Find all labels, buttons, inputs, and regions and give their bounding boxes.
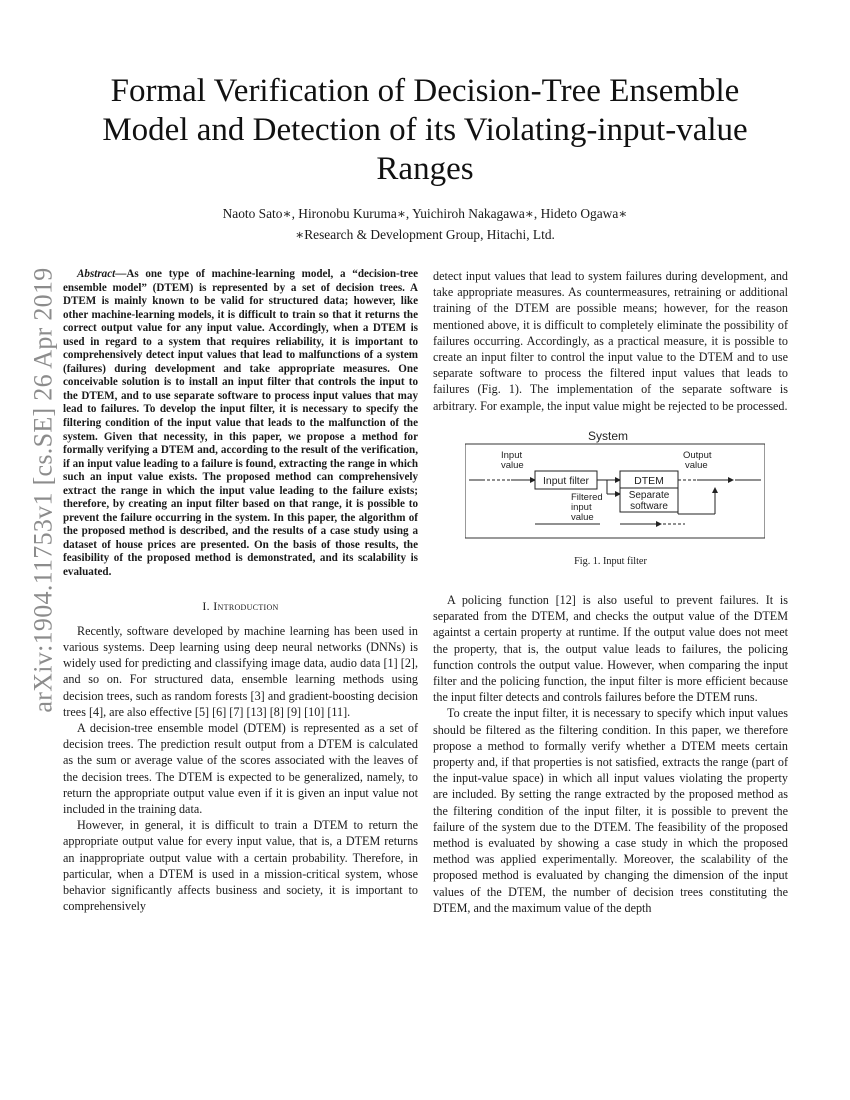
- input-value-label: Input: [501, 449, 523, 461]
- abstract: [63, 268, 418, 580]
- filtered-input-label: Filtered: [571, 491, 603, 503]
- intro-paragraph: detect input values that lead to system failures during development, and take appropriate measures. As countermeasures, retraining or additional training of the DTEM are possible means; however, for the reason mentioned above, it is difficult to completely eliminate the possibility of failures occurring. Accordingly, as a practical measure, it is possible to create an input filter to control the input value to the DTEM and to use separate software to process the filtered input values that leads to failures (Fig. 1). The implementation of the separate software is arbitrary. For example, the input value might be rejected to be processed.: [433, 269, 788, 413]
- paper-title: Formal Verification of Decision-Tree Ensemble Model and Detection of its Violating-input-value Ranges: [102, 73, 748, 187]
- intro-paragraph: To create the input filter, it is necessary to specify which input values should be filtered as the filtering condition. In this paper, we therefore propose a method to formally verify whether a DTEM meets certain property and, if that properties is not satisfied, extracts the range (part of the input-value space) in which all input values violating the property are included. By setting the range extracted by the proposed method as the filtering condition of the input filter, it is possible to prevent the failure of the system due to the DTEM. The feasibility of the proposed method is evaluated by showing a case study in which the proposed method was applied experimentally. Moreover, the scalability of the proposed method is evaluated by changing the dimension of the input values of the DTEM, the number of decision trees constituting the DTEM, and the maximum value of the depth: [433, 706, 788, 915]
- figure-1: [433, 428, 788, 546]
- filtered-input-label: input: [571, 501, 592, 513]
- affiliation: ∗Research & Development Group, Hitachi, Ltd.: [295, 227, 555, 242]
- dtem-label: DTEM: [634, 474, 664, 487]
- input-value-label: value: [501, 459, 524, 471]
- input-filter-label: Input filter: [542, 474, 590, 487]
- arxiv-stamp: [26, 267, 62, 713]
- arxiv-stamp-text: arXiv:1904.11753v1 [cs.SE] 26 Apr 2019: [29, 267, 58, 713]
- right-column: [433, 268, 788, 916]
- intro-paragraph: Recently, software developed by machine learning has been used in various systems. Deep learning using deep neural networks (DNNs) is widely used for predicting and classifying image data, audio data [1] [2], and so on. For structured data, ensemble learning methods using decision trees, such as random forests [3] and gradient-boosting decision trees [4], are also effective [5] [6] [7] [13] [8] [9] [10] [11].: [63, 623, 418, 719]
- intro-paragraph: A policing function [12] is also useful to prevent failures. It is separated from the DTEM, and checks the output value of the DTEM againtst a certain property at runtime. If the output value does not meet the property, that is, the output value leads to failures, the policing function controls the output value. However, when comparing the input filter and the policing function, the input filter is more efficient because the input filter detects and controls failures before the DTEM runs.: [433, 593, 788, 705]
- system-label: System: [588, 428, 629, 443]
- author-list: Naoto Sato∗, Hironobu Kuruma∗, Yuichiroh Nakagawa∗, Hideto Ogawa∗: [222, 206, 628, 221]
- section-title: Introduction: [213, 598, 279, 613]
- figure-caption: Fig. 1. Input filter: [574, 555, 647, 567]
- abstract-text: —As one type of machine-learning model, a “decision-tree ensemble model” (DTEM) is represented by a set of decision trees. A DTEM is mainly known to be valid for structured data; however, like other machine-learning models, it is difficult to train so that it returns the correct output value for any input value. Accordingly, when a DTEM is used in regard to a system that requires reliability, it is important to comprehensively detect input values that lead to malfunctions of a system (failures) during development and take appropriate measures. One conceivable solution is to install an input filter that controls the input to the DTEM, and to use separate software to process input values that may lead to failures. To develop the input filter, it is necessary to specify the filtering condition of the input value that leads to the malfunction of the system. Given that necessity, in this paper, we propose a method for formally verifying a DTEM and, according to the result of the verification, if an input value leading to a failure is found, extracting the range in which such an input value exists. The proposed method can comprehensively extract the range in which the input value leading to the failure exists; therefore, by creating an input filter based on that range, it is possible to prevent the failure occurring in the system. In this paper, the algorithm of the proposed method is described, and the results of a case study using a dataset of house prices are presented. On the basis of those results, the feasibility of the proposed method is demonstrated, and its scalability is evaluated.: [63, 268, 418, 579]
- filtered-input-label: value: [571, 511, 594, 523]
- separate-software-label: software: [630, 500, 668, 512]
- output-value-label: value: [685, 459, 708, 471]
- output-value-label: Output: [683, 449, 712, 461]
- section-heading-introduction: [63, 598, 418, 614]
- section-number: I.: [202, 598, 214, 613]
- separate-software-label: Separate: [628, 489, 670, 501]
- intro-paragraph: A decision-tree ensemble model (DTEM) is represented as a set of decision trees. The prediction result output from a DTEM is calculated as the sum or average value of the scores associated with the leaves of the decision trees. The DTEM is expected to be generalized, namely, to return the appropriate output value even if it is given an input value not included in the training data.: [63, 721, 418, 817]
- intro-paragraph: However, in general, it is difficult to train a DTEM to return the appropriate output value for every input value, that is, a DTEM returns an inappropriate output value with a certain probability. Therefore, in particular, when a DTEM is used in a mission-critical system, whose behavior significantly affects business and society, it is important to comprehensively: [63, 818, 418, 914]
- left-column: [63, 268, 418, 914]
- input-filter-diagram: [465, 428, 765, 546]
- author-block: [70, 205, 780, 244]
- abstract-label: Abstract: [77, 268, 116, 280]
